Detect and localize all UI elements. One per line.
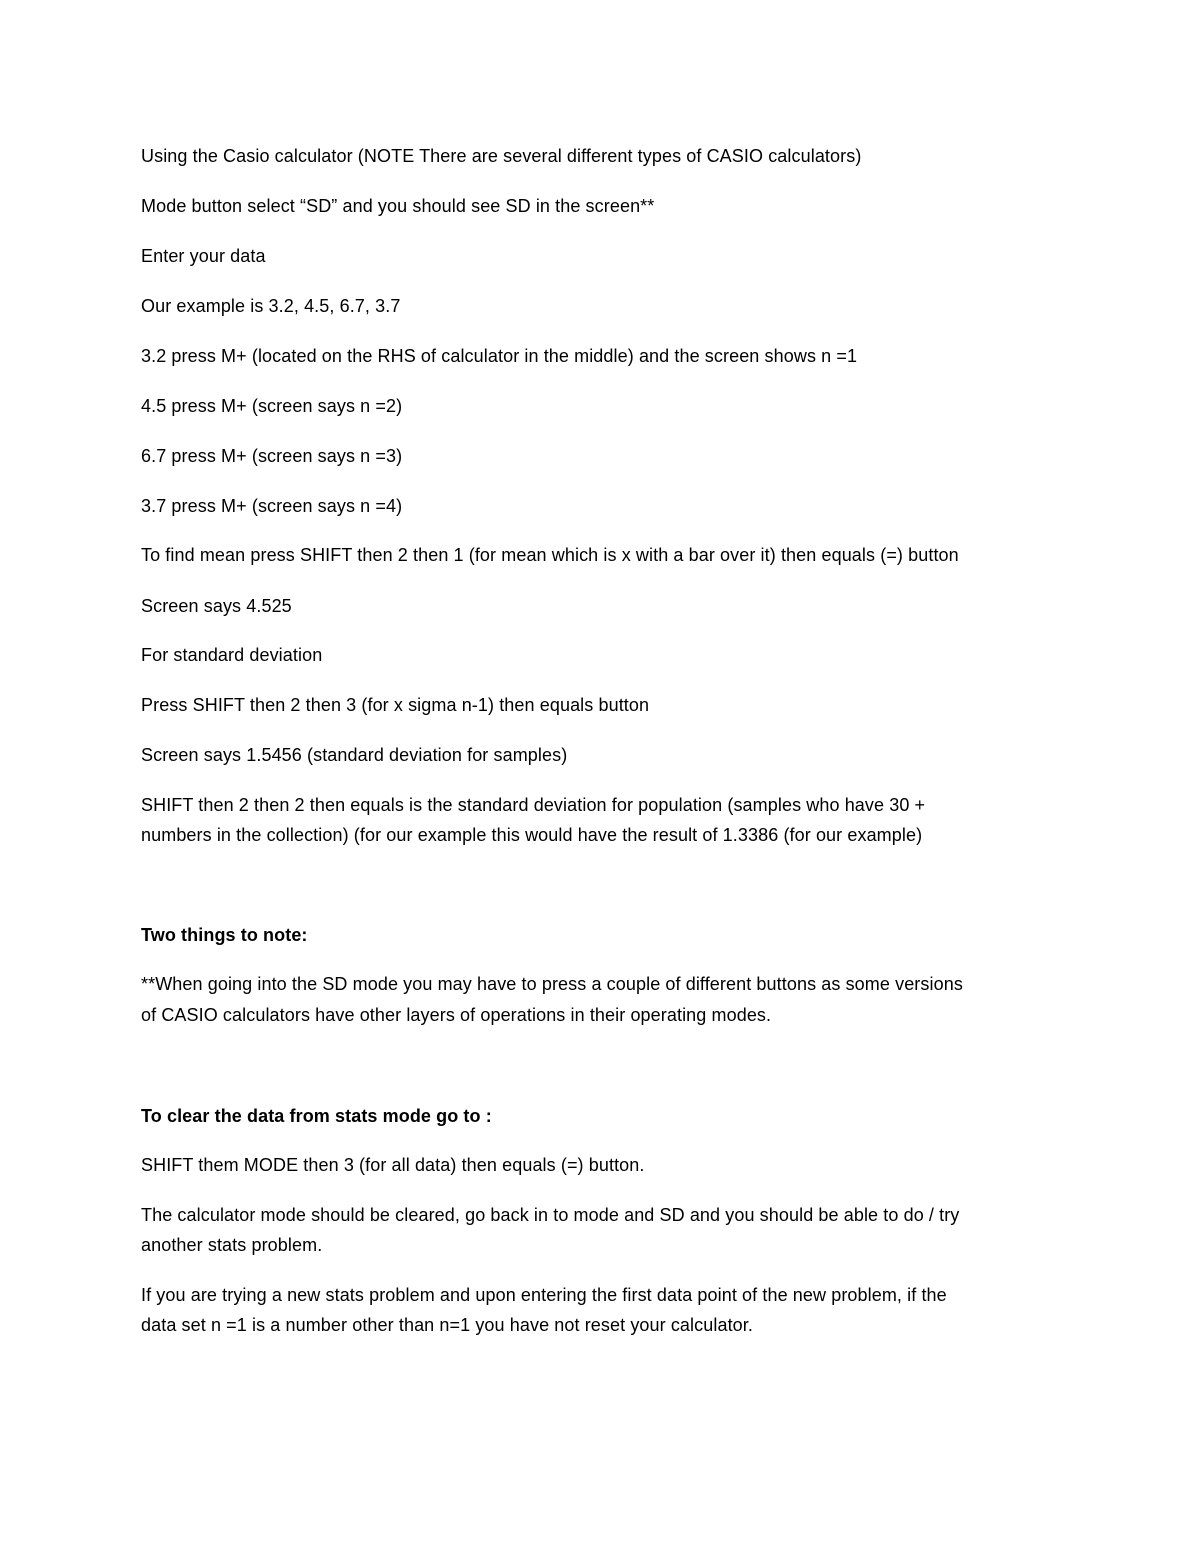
paragraph-example: Our example is 3.2, 4.5, 6.7, 3.7	[141, 296, 401, 316]
paragraph-step-4: 3.7 press M+ (screen says n =4)	[141, 496, 403, 516]
paragraph-std-heading: For standard deviation	[141, 645, 323, 665]
clear-line-2: The calculator mode should be cleared, go back in to mode and SD and you should be able to do / try	[141, 1205, 960, 1225]
heading-clear-data: To clear the data from stats mode go to :	[141, 1106, 492, 1126]
paragraph-enter-data: Enter your data	[141, 246, 266, 266]
clear-line-5: data set n =1 is a number other than n=1 you have not reset your calculator.	[141, 1315, 753, 1335]
paragraph-std-steps: Press SHIFT then 2 then 3 (for x sigma n-1) then equals button	[141, 695, 650, 715]
note-line-1: **When going into the SD mode you may have to press a couple of different buttons as some versions	[141, 974, 963, 994]
paragraph-step-3: 6.7 press M+ (screen says n =3)	[141, 446, 403, 466]
paragraph-step-2: 4.5 press M+ (screen says n =2)	[141, 396, 403, 416]
clear-line-3: another stats problem.	[141, 1235, 323, 1255]
paragraph-mean-result: Screen says 4.525	[141, 596, 292, 616]
paragraph-std-result: Screen says 1.5456 (standard deviation for samples)	[141, 745, 568, 765]
note-line-2: of CASIO calculators have other layers of operations in their operating modes.	[141, 1005, 772, 1025]
paragraph-population-line-2: numbers in the collection) (for our example this would have the result of 1.3386 (for our example)	[141, 825, 923, 845]
heading-two-things: Two things to note:	[141, 925, 308, 945]
paragraph-intro: Using the Casio calculator (NOTE There are several different types of CASIO calculators)	[141, 146, 862, 166]
clear-line-1: SHIFT them MODE then 3 (for all data) then equals (=) button.	[141, 1155, 645, 1175]
paragraph-step-1: 3.2 press M+ (located on the RHS of calculator in the middle) and the screen shows n =1	[141, 346, 858, 366]
paragraph-population-line-1: SHIFT then 2 then 2 then equals is the standard deviation for population (samples who have 30 +	[141, 795, 926, 815]
clear-line-4: If you are trying a new stats problem and upon entering the first data point of the new problem, if the	[141, 1285, 947, 1305]
paragraph-find-mean: To find mean press SHIFT then 2 then 1 (for mean which is x with a bar over it) then equals (=) button	[141, 545, 959, 565]
paragraph-mode-button: Mode button select “SD” and you should see SD in the screen**	[141, 196, 655, 216]
